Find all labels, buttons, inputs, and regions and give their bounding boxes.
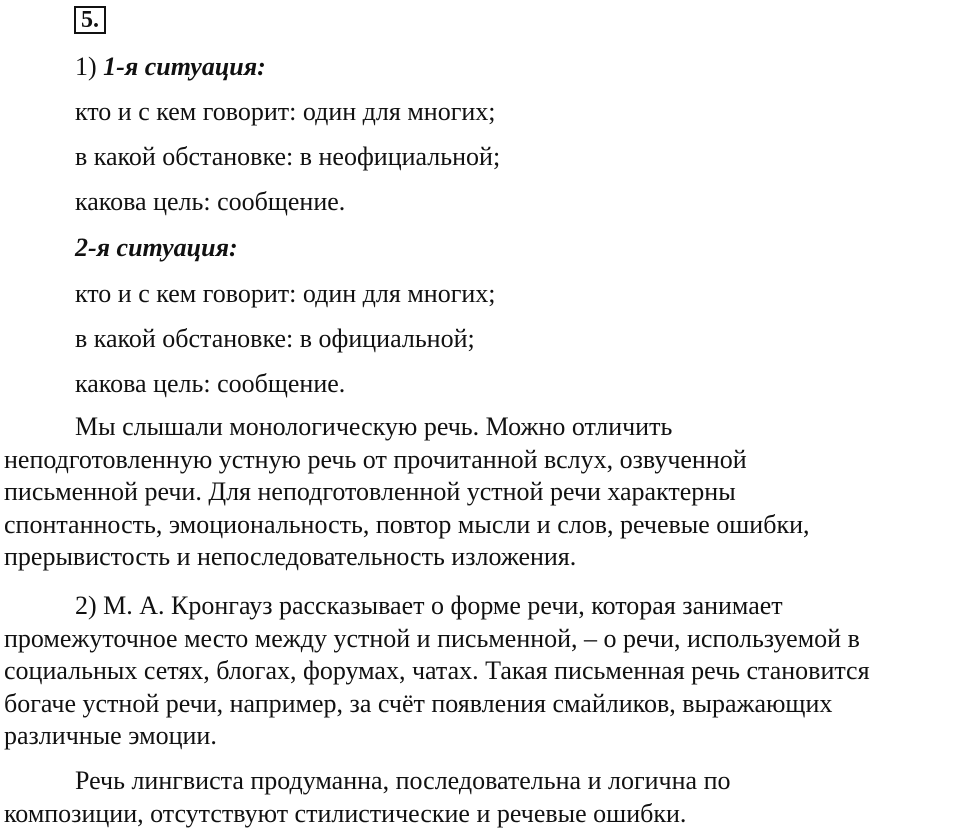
paragraph-line: прерывистость и непоследовательность изложения. [4,542,577,572]
paragraph-line: богаче устной речи, например, за счёт появления смайликов, выражающих [4,688,833,718]
paragraph-line: неподготовленную устную речь от прочитанной вслух, озвученной [4,444,747,474]
paragraph-line: Мы слышали монологическую речь. Можно отличить [75,412,673,441]
situation-2-line: в какой обстановке: в официальной; [75,324,475,353]
situation-2-title: 2-я ситуация: [75,233,238,262]
situation-1-line: какова цель: сообщение. [75,187,346,216]
paragraph-krongauz [4,590,960,753]
paragraph-line: письменной речи. Для неподготовленной устной речи характерны [4,477,736,507]
paragraph-line: композиции, отсутствуют стилистические и речевые ошибки. [4,798,687,828]
situation-1-heading [75,52,266,82]
paragraph-line: различные эмоции. [4,721,217,751]
paragraph-monologue [4,411,960,574]
situation-1-line: кто и с кем говорит: один для многих; [75,97,496,126]
task-number-box: 5. [74,6,106,34]
situation-1-title: 1-я ситуация: [103,52,266,81]
situation-1-prefix: 1) [75,52,104,81]
paragraph-line: промежуточное место между устной и письменной, – о речи, используемой в [4,623,860,653]
paragraph-line: социальных сетях, блогах, форумах, чатах. Такая письменная речь становится [4,656,870,686]
paragraph-line: спонтанность, эмоциональность, повтор мысли и слов, речевые ошибки, [4,509,810,539]
situation-2-line: кто и с кем говорит: один для многих; [75,279,496,308]
paragraph-linguist [4,765,960,830]
paragraph-line: Речь лингвиста продуманна, последовательна и логична по [75,766,731,795]
situation-2-line: какова цель: сообщение. [75,369,346,398]
situation-1-line: в какой обстановке: в неофициальной; [75,142,501,171]
paragraph-line: 2) М. А. Кронгауз рассказывает о форме речи, которая занимает [75,591,783,620]
